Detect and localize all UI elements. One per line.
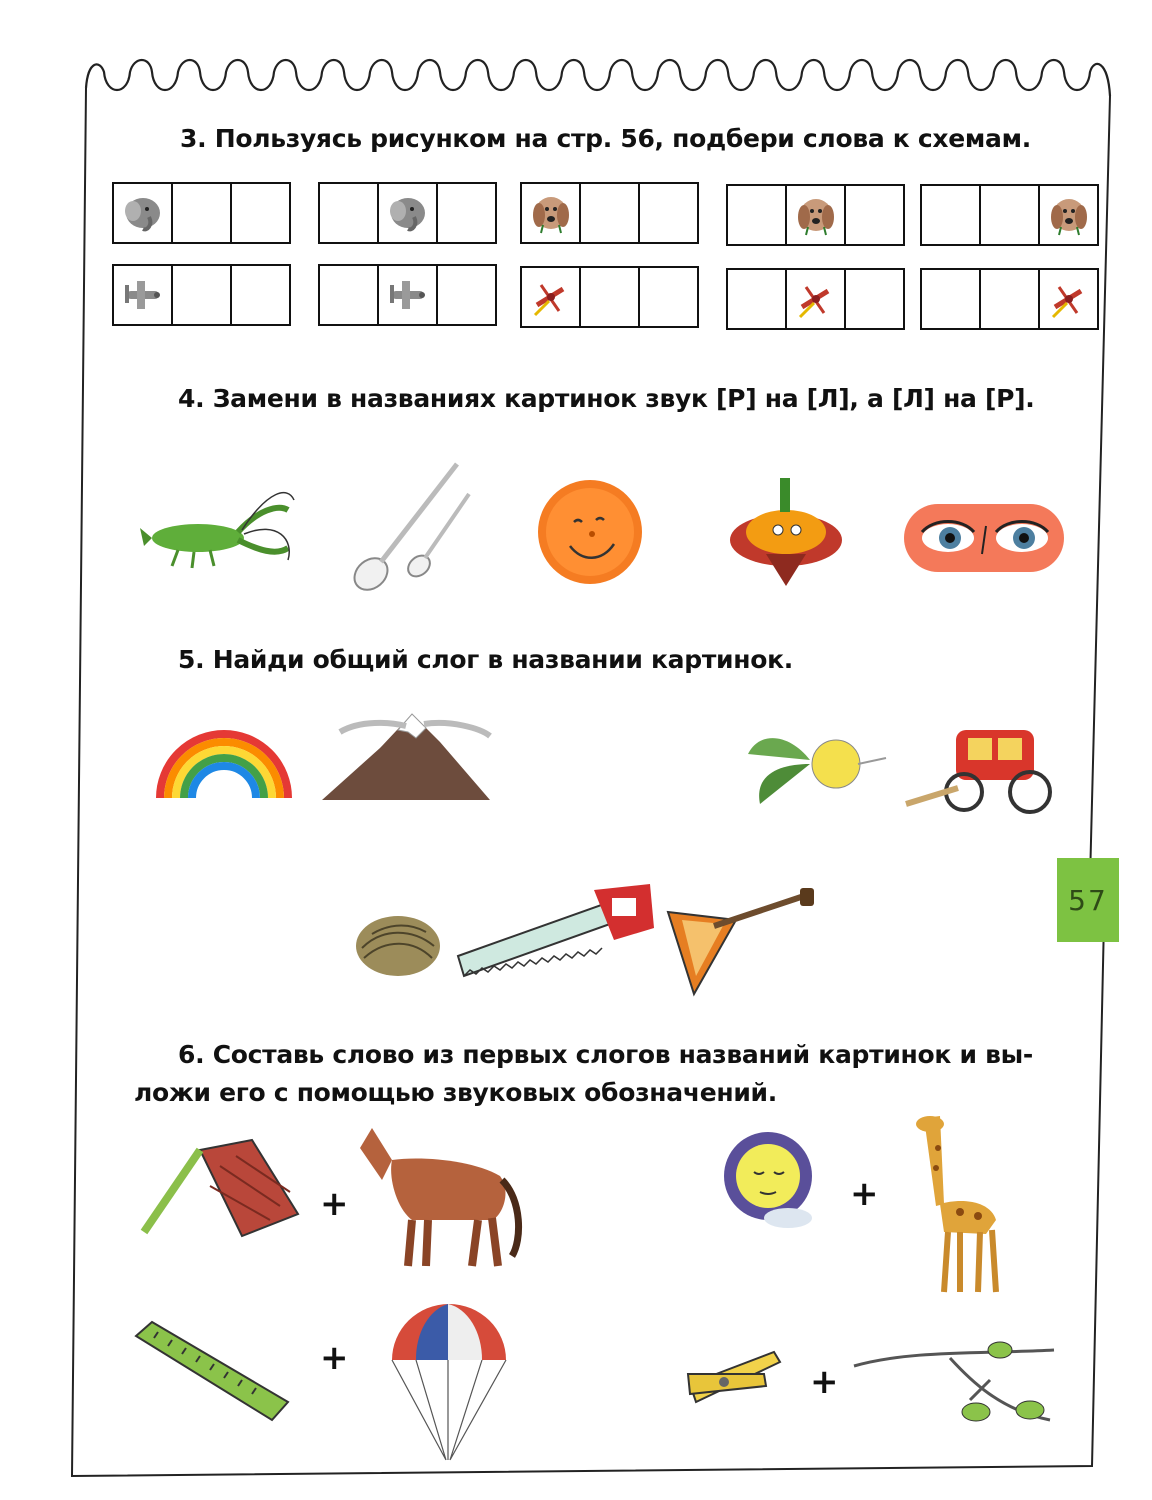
sound-scheme-8[interactable] [520, 266, 699, 328]
elephant-icon [386, 191, 430, 235]
dog-icon [794, 193, 838, 237]
parachute-picture [386, 1300, 512, 1470]
sound-scheme-1[interactable] [112, 182, 291, 244]
sound-scheme-2[interactable] [318, 182, 497, 244]
sound-scheme-9[interactable] [726, 268, 905, 330]
dog-icon [529, 191, 573, 235]
helicopter-icon [1047, 277, 1091, 321]
sound-scheme-3[interactable] [520, 182, 699, 244]
task-5-heading: 5. Найди общий слог в названии картинок. [178, 645, 793, 674]
plus-sign: + [850, 1174, 879, 1214]
crayfish-picture [138, 480, 298, 580]
mountain-picture [320, 708, 495, 804]
airplane-icon [121, 273, 165, 317]
sound-scheme-4[interactable] [726, 184, 905, 246]
ruler-picture [132, 1316, 292, 1426]
spoons-picture [345, 458, 475, 598]
kolobok-picture [534, 476, 646, 588]
clothespin-picture [684, 1344, 784, 1412]
task-4-heading: 4. Замени в названиях картинок звук [Р] на [Л], а [Л] на [Р]. [178, 384, 1035, 413]
saw-picture [454, 884, 659, 980]
helicopter-icon [794, 277, 838, 321]
horse-picture [352, 1120, 528, 1270]
roof-picture [140, 1136, 305, 1246]
plus-sign: + [320, 1184, 349, 1224]
elephant-icon [121, 191, 165, 235]
spinning-top-picture [716, 470, 856, 590]
task-6-heading-line2: ложи его с помощью звуковых обозначений. [134, 1078, 777, 1107]
airplane-icon [386, 273, 430, 317]
carriage-picture [902, 706, 1062, 816]
rope-coil-picture [352, 908, 447, 980]
rainbow-picture [154, 730, 294, 800]
task-3-heading: 3. Пользуясь рисунком на стр. 56, подбери слова к схемам. [180, 124, 1031, 153]
balalaika-picture [664, 886, 824, 998]
moon-picture [718, 1126, 818, 1230]
task-6-heading-line1: 6. Составь слово из первых слогов названий картинок и вы- [178, 1040, 1033, 1069]
sound-scheme-10[interactable] [920, 268, 1099, 330]
sound-scheme-5[interactable] [920, 184, 1099, 246]
branch-picture [850, 1340, 1060, 1436]
dog-icon [1047, 193, 1091, 237]
spiral-binding [86, 60, 1110, 96]
page-number-tab: 57 [1057, 858, 1119, 942]
eyes-picture [904, 502, 1064, 574]
sound-scheme-6[interactable] [112, 264, 291, 326]
helicopter-icon [529, 275, 573, 319]
plus-sign: + [320, 1338, 349, 1378]
plus-sign: + [810, 1362, 839, 1402]
turnip-picture [740, 724, 890, 814]
giraffe-picture [900, 1108, 1010, 1296]
sound-scheme-7[interactable] [318, 264, 497, 326]
